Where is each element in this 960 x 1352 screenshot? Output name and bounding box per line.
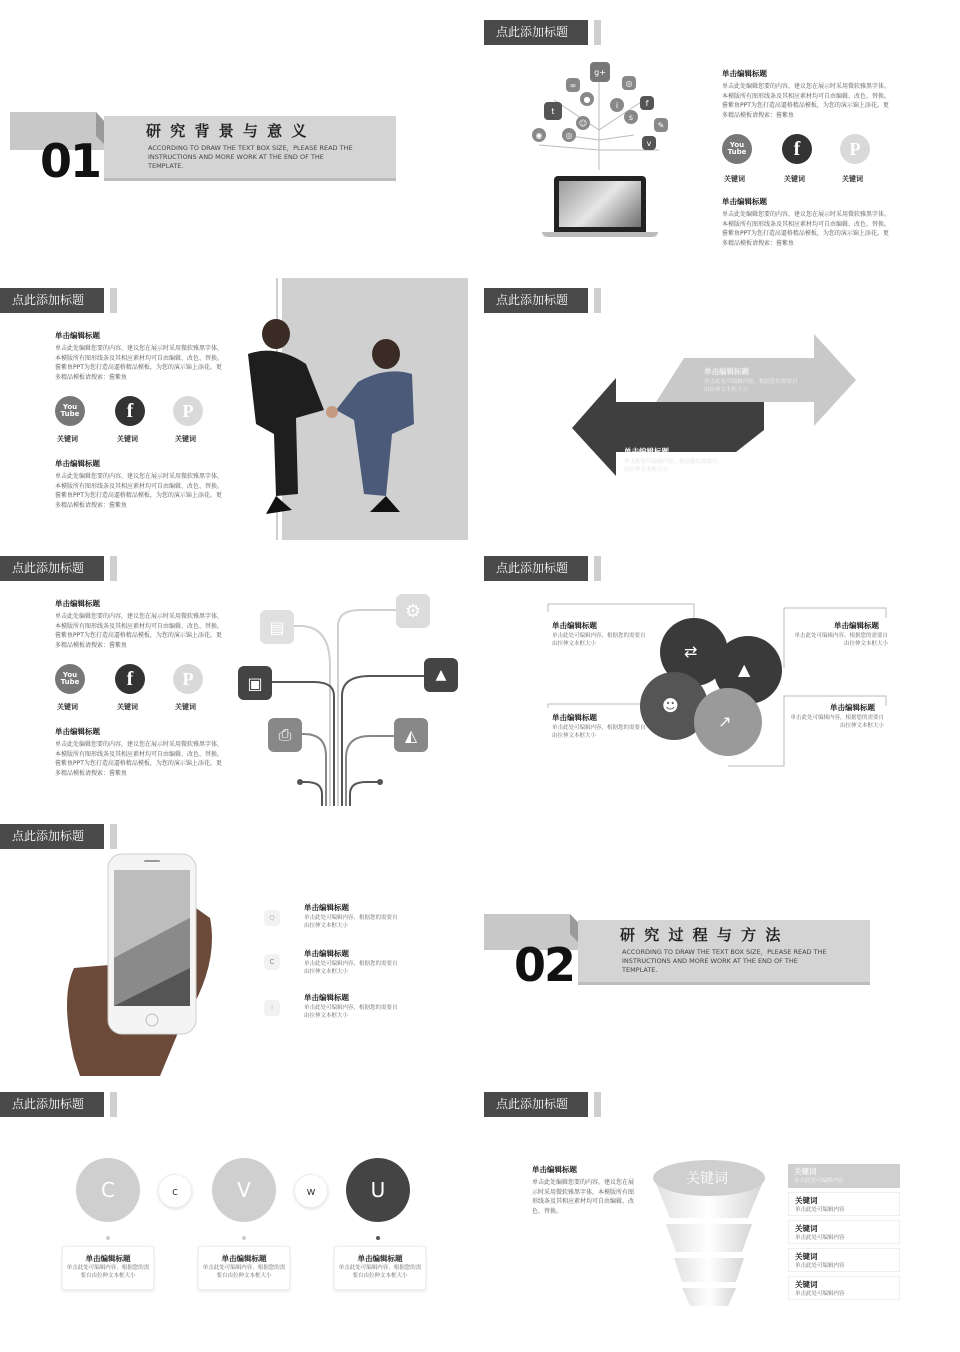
slide-four-circles (484, 546, 952, 808)
funnel-top-label: 关键词 (686, 1171, 728, 1187)
slide-header (484, 1092, 601, 1117)
slide-branches (0, 546, 468, 808)
slide-header (0, 288, 117, 313)
section-desc: ACCORDING TO DRAW THE TEXT BOX SIZE，PLEASE READ THE INSTRUCTIONS AND MORE WORK AT THE END OF THE TEMPLATE. (148, 144, 353, 170)
header-bar (594, 1092, 601, 1117)
vimeo-icon[interactable]: v (642, 136, 656, 150)
header-tab[interactable]: 点此添加标题 (0, 824, 104, 849)
keyword-2: 关键词 (117, 435, 138, 443)
header-tab[interactable]: 点此添加标题 (0, 556, 104, 581)
circle-text-3: 单击此处可编辑内容，根据您的需要自由拉伸文本框大小 (794, 633, 888, 647)
keyword-2: 关键词 (784, 175, 805, 183)
keyword-1: 关键词 (724, 175, 745, 183)
header-bar (110, 1092, 117, 1117)
gear-icon[interactable]: ⚙ (396, 594, 430, 628)
funnel-item-2[interactable] (788, 1192, 900, 1216)
circle-title-1: 单击编辑标题 (552, 621, 597, 630)
header-tab[interactable]: 点此添加标题 (484, 20, 588, 45)
cone-icon: ▲ (738, 660, 751, 679)
header-tab[interactable]: 点此添加标题 (484, 288, 588, 313)
dot-3 (376, 1236, 380, 1240)
section-title: 研 究 背 景 与 意 义 (146, 122, 309, 140)
handshake-image (236, 314, 436, 524)
person-icon[interactable]: ☺ (576, 116, 590, 130)
link-icon[interactable]: ∞ (566, 78, 580, 92)
header-bar (110, 556, 117, 581)
circle-title-4: 单击编辑标题 (830, 703, 875, 712)
facebook-icon[interactable]: f (115, 664, 145, 694)
connector-lines (484, 546, 952, 808)
header-tab[interactable]: 点此添加标题 (0, 1092, 104, 1117)
long-text-2: 单击此处编辑您要的内容，建议您在展示时采用微软雅黑字体，本模版所有图形线条及其相应素材均可自由编辑、改色、替换。酱紫鱼PPT为您打造高逼格精品模板，为您的演示锦上添花。更多精品模板请搜索：酱紫鱼 (722, 211, 891, 247)
header-bar (594, 20, 601, 45)
phone-item-title-2: 单击编辑标题 (304, 949, 349, 958)
header-tab[interactable]: 点此添加标题 (484, 1092, 588, 1117)
slide-section-01 (0, 10, 468, 272)
card-title-2: 单击编辑标题 (221, 1254, 267, 1263)
funnel-item-5[interactable] (788, 1276, 900, 1300)
header-bar (110, 824, 117, 849)
printer-icon[interactable]: ⎙ (268, 718, 302, 752)
circle-title-2: 单击编辑标题 (552, 713, 597, 722)
slide-header (0, 1092, 117, 1117)
bag-icon[interactable]: ◭ (394, 718, 428, 752)
youtube-icon[interactable]: You Tube (55, 664, 85, 694)
keyword-3: 关键词 (842, 175, 863, 183)
slide-header (0, 824, 117, 849)
circle-text-1: 单击此处可编辑内容，根据您的需要自由拉伸文本框大小 (552, 633, 646, 647)
header-tab[interactable]: 点此添加标题 (484, 556, 588, 581)
funnel-item-text-5: 单击此处可编辑内容 (795, 1291, 845, 1297)
edit-title-1: 单击编辑标题 (722, 69, 767, 78)
dot-1 (106, 1236, 110, 1240)
youtube-icon[interactable]: You Tube (55, 396, 85, 426)
funnel-item-title-4: 关键词 (795, 1252, 818, 1261)
target-icon[interactable]: ◎ (562, 128, 576, 142)
card-title-1: 单击编辑标题 (85, 1254, 131, 1263)
arrow-lower-title: 单击编辑标题 (624, 447, 669, 456)
dribbble-icon[interactable]: ◎ (622, 76, 636, 90)
card-text-1: 单击此处可编辑内容，根据您的需要自由拉伸文本框大小 (66, 1265, 150, 1279)
phone-hand-image (40, 848, 240, 1076)
card-1 (62, 1246, 154, 1290)
slide-phone (0, 814, 468, 1076)
slide-social-tree (484, 10, 952, 272)
long-text-1: 单击此处编辑您要的内容，建议您在展示时采用微软雅黑字体，本模版所有图形线条及其相应素材均可自由编辑、改色、替换。酱紫鱼PPT为您打造高逼格精品模板，为您的演示锦上添花。更多精品模板请搜索：酱紫鱼 (55, 345, 224, 381)
map-pin-icon[interactable]: ● (580, 92, 594, 106)
big-circle-1[interactable]: C (76, 1158, 140, 1222)
funnel-item-3[interactable] (788, 1220, 900, 1244)
card-text-3: 单击此处可编辑内容，根据您的需要自由拉伸文本框大小 (338, 1265, 422, 1279)
circle-text-4: 单击此处可编辑内容，根据您的需要自由拉伸文本框大小 (790, 715, 884, 729)
funnel-intro-title: 单击编辑标题 (532, 1165, 577, 1174)
location-icon[interactable]: ◉ (532, 128, 546, 142)
pinterest-icon[interactable]: P (173, 396, 203, 426)
dot-2 (242, 1236, 246, 1240)
edit-icon[interactable]: ✎ (654, 118, 668, 132)
section-title: 研 究 过 程 与 方 法 (620, 926, 783, 944)
funnel-item-title-3: 关键词 (795, 1224, 818, 1233)
slide-header (484, 20, 601, 45)
phone-item-title-1: 单击编辑标题 (304, 903, 349, 912)
big-circle-2[interactable]: V (212, 1158, 276, 1222)
card-2 (198, 1246, 290, 1290)
section-number: 01 (40, 134, 101, 188)
header-bar (110, 288, 117, 313)
briefcase-icon[interactable]: ▣ (238, 666, 272, 700)
circle-text-2: 单击此处可编辑内容，根据您的需要自由拉伸文本框大小 (552, 725, 646, 739)
phone-item-text-3: 单击此处可编辑内容，根据您的需要自由拉伸文本框大小 (304, 1005, 398, 1019)
section-desc: ACCORDING TO DRAW THE TEXT BOX SIZE，PLEASE READ THE INSTRUCTIONS AND MORE WORK AT THE END OF THE TEMPLATE. (622, 948, 827, 974)
slide-section-02 (484, 814, 952, 1076)
funnel-item-title-2: 关键词 (795, 1196, 818, 1205)
circle-title-3: 单击编辑标题 (834, 621, 879, 630)
skype-icon[interactable]: s (624, 110, 638, 124)
edit-title-1: 单击编辑标题 (55, 331, 100, 340)
keyword-1: 关键词 (57, 703, 78, 711)
edit-title-1: 单击编辑标题 (55, 599, 100, 608)
funnel-item-4[interactable] (788, 1248, 900, 1272)
long-text-1: 单击此处编辑您要的内容，建议您在展示时采用微软雅黑字体，本模版所有图形线条及其相应素材均可自由编辑、改色、替换。酱紫鱼PPT为您打造高逼格精品模板，为您的演示锦上添花。更多精品模板请搜索：酱紫鱼 (722, 83, 891, 119)
shuffle-icon: ⇄ (684, 642, 698, 661)
card-3 (334, 1246, 426, 1290)
slide-funnel (484, 1082, 952, 1344)
edit-title-2: 单击编辑标题 (55, 727, 100, 736)
keyword-2: 关键词 (117, 703, 138, 711)
funnel-item-text-3: 单击此处可编辑内容 (795, 1235, 845, 1241)
document-icon[interactable]: ▤ (260, 610, 294, 644)
slide-circles-timeline (0, 1082, 468, 1344)
edit-title-2: 单击编辑标题 (55, 459, 100, 468)
card-title-3: 单击编辑标题 (357, 1254, 403, 1263)
arrows-graphic (484, 278, 952, 540)
facebook-icon[interactable]: f (115, 396, 145, 426)
phone-item-title-3: 单击编辑标题 (304, 993, 349, 1002)
keyword-3: 关键词 (175, 435, 196, 443)
long-text-2: 单击此处编辑您要的内容，建议您在展示时采用微软雅黑字体，本模版所有图形线条及其相应素材均可自由编辑、改色、替换。酱紫鱼PPT为您打造高逼格精品模板，为您的演示锦上添花。更多精品模板请搜索：酱紫鱼 (55, 741, 224, 777)
bullet-icon-1: Q (264, 910, 280, 926)
long-text-1: 单击此处编辑您要的内容，建议您在展示时采用微软雅黑字体，本模版所有图形线条及其相应素材均可自由编辑、改色、替换。酱紫鱼PPT为您打造高逼格精品模板，为您的演示锦上添花。更多精品模板请搜索：酱紫鱼 (55, 613, 224, 649)
keyword-1: 关键词 (57, 435, 78, 443)
small-circle-2[interactable]: w (294, 1174, 328, 1208)
section-number: 02 (514, 938, 575, 992)
slide-arrows (484, 278, 952, 540)
slide-header (0, 556, 117, 581)
big-circle-3[interactable]: U (346, 1158, 410, 1222)
funnel-item-text-2: 单击此处可编辑内容 (795, 1207, 845, 1213)
keyword-3: 关键词 (175, 703, 196, 711)
arrow-upper-title: 单击编辑标题 (704, 367, 749, 376)
laptop-image (554, 176, 646, 232)
edit-title-2: 单击编辑标题 (722, 197, 767, 206)
arrow-lower-text: 单击此处可编辑内容，根据您的需要自由拉伸文本框大小 (624, 459, 718, 473)
trend-icon: ↗ (718, 712, 732, 731)
header-tab[interactable]: 点此添加标题 (0, 288, 104, 313)
funnel-item-text-4: 单击此处可编辑内容 (795, 1263, 845, 1269)
card-text-2: 单击此处可编辑内容，根据您的需要自由拉伸文本框大小 (202, 1265, 286, 1279)
small-circle-1[interactable]: c (158, 1174, 192, 1208)
pinterest-icon[interactable]: P (840, 134, 870, 164)
phone-item-text-1: 单击此处可编辑内容，根据您的需要自由拉伸文本框大小 (304, 915, 398, 929)
arrow-upper-text: 单击此处可编辑内容，根据您的需要自由拉伸文本框大小 (704, 379, 798, 393)
funnel-item-text-1: 单击此处可编辑内容 (794, 1178, 844, 1184)
facebook-small-icon[interactable]: f (640, 96, 654, 110)
chart-icon[interactable]: ▲ (424, 658, 458, 692)
youtube-icon[interactable]: You Tube (722, 134, 752, 164)
funnel-item-1[interactable] (788, 1164, 900, 1188)
facebook-icon[interactable]: f (782, 134, 812, 164)
funnel-item-title-5: 关键词 (795, 1280, 818, 1289)
long-text-2: 单击此处编辑您要的内容，建议您在展示时采用微软雅黑字体，本模版所有图形线条及其相应素材均可自由编辑、改色、替换。酱紫鱼PPT为您打造高逼格精品模板，为您的演示锦上添花。更多精品模板请搜索：酱紫鱼 (55, 473, 224, 509)
laptop-base (542, 232, 658, 237)
group-icon: ☻ (662, 696, 679, 715)
pinterest-icon[interactable]: P (173, 664, 203, 694)
bullet-icon-3: ! (264, 1000, 280, 1016)
info-icon[interactable]: i (610, 98, 624, 112)
phone-item-text-2: 单击此处可编辑内容，根据您的需要自由拉伸文本框大小 (304, 961, 398, 975)
bullet-icon-2: C (264, 954, 280, 970)
funnel-item-title-1: 关键词 (794, 1167, 817, 1176)
gplus-icon[interactable]: g+ (590, 62, 610, 82)
slide-handshake (0, 278, 468, 540)
funnel-intro-text: 单击此处编辑您要的内容，建议您在展示时采用微软雅黑字体，本模版所有图形线条及其相应素材均可自由编辑、改色、替换。 (532, 1179, 635, 1215)
twitter-icon[interactable]: t (544, 102, 562, 120)
